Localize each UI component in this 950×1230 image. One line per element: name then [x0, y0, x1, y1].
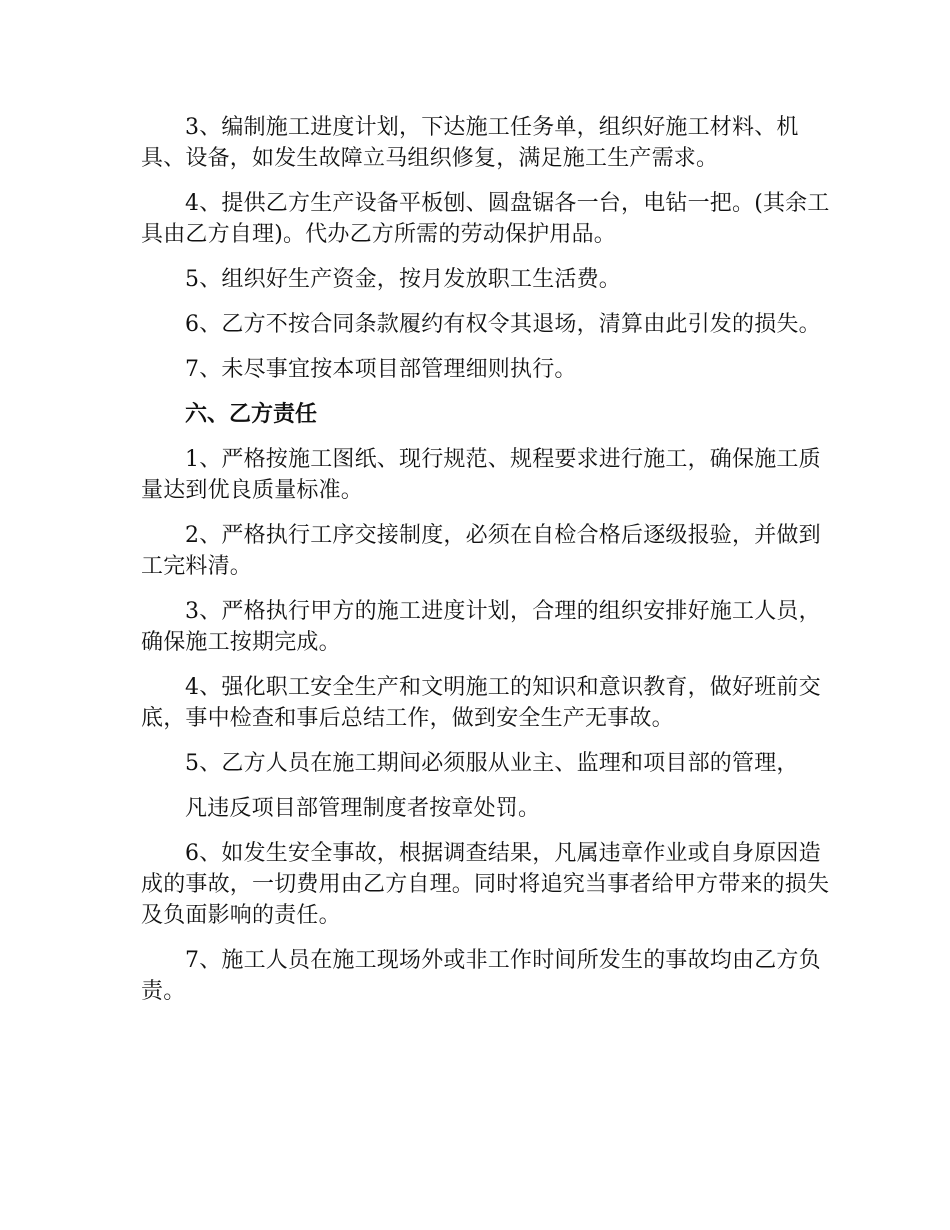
paragraph-yi-2: 2、严格执行工序交接制度，必须在自检合格后逐级报验，并做到工完料清。 [141, 523, 821, 579]
paragraph-yi-7: 7、施工人员在施工现场外或非工作时间所发生的事故均由乙方负责。 [141, 948, 821, 1004]
paragraph-jia-6: 6、乙方不按合同条款履约有权令其退场，清算由此引发的损失。 [185, 312, 821, 337]
document-body [141, 112, 831, 1021]
paragraph-jia-3: 3、编制施工进度计划，下达施工任务单，组织好施工材料、机具、设备，如发生故障立马组织修复，满足施工生产需求。 [141, 115, 799, 171]
paragraph-yi-4: 4、强化职工安全生产和文明施工的知识和意识教育，做好班前交底，事中检查和事后总结工作，做到安全生产无事故。 [141, 675, 821, 731]
paragraph-yi-5-continued: 凡违反项目部管理制度者按章处罚。 [185, 796, 541, 821]
paragraph-jia-4: 4、提供乙方生产设备平板刨、圆盘锯各一台，电钻一把。(其余工具由乙方自理)。代办乙方所需的劳动保护用品。 [141, 191, 830, 247]
paragraph-yi-3: 3、严格执行甲方的施工进度计划，合理的组织安排好施工人员，确保施工按期完成。 [141, 599, 821, 655]
paragraph-yi-1: 1、严格按施工图纸、现行规范、规程要求进行施工，确保施工质量达到优良质量标准。 [141, 447, 821, 503]
paragraph-yi-5: 5、乙方人员在施工期间必须服从业主、监理和项目部的管理， [185, 751, 799, 776]
section-heading-yi-responsibility: 六、乙方责任 [185, 401, 318, 427]
paragraph-yi-6: 6、如发生安全事故，根据调查结果，凡属违章作业或自身原因造成的事故，一切费用由乙方自理。同时将追究当事者给甲方带来的损失及负面影响的责任。 [141, 841, 830, 928]
paragraph-jia-5: 5、组织好生产资金，按月发放职工生活费。 [185, 267, 621, 292]
paragraph-jia-7: 7、未尽事宜按本项目部管理细则执行。 [185, 357, 577, 382]
